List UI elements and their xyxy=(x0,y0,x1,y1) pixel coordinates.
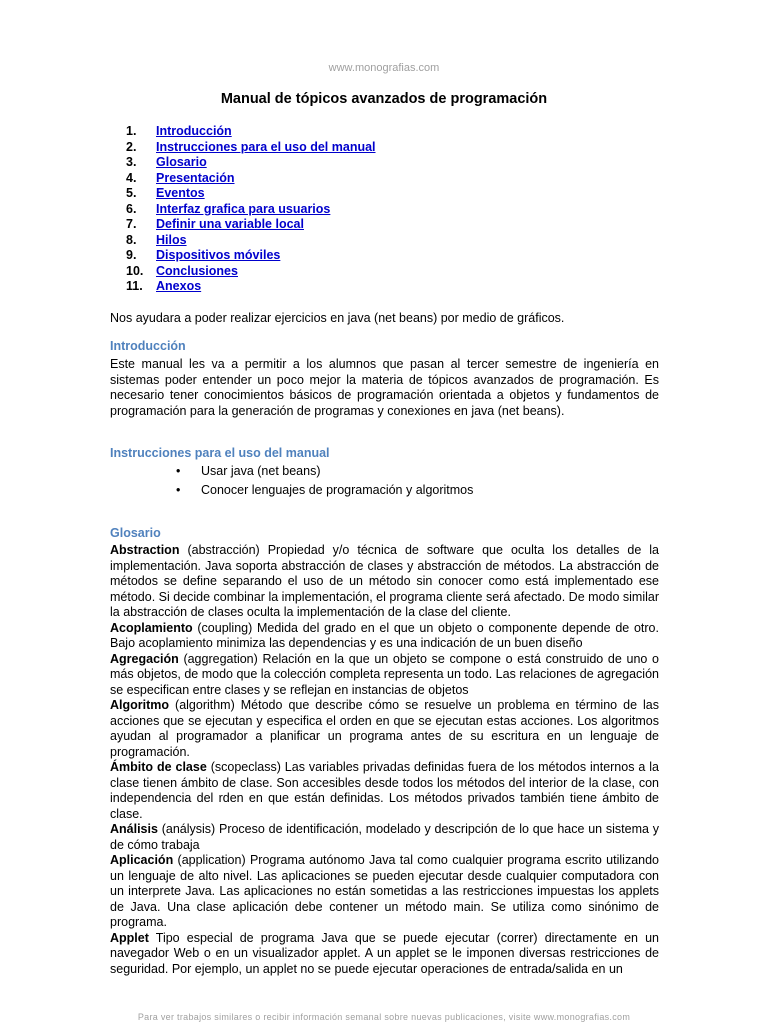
toc-link-interfaz[interactable]: Interfaz grafica para usuarios xyxy=(156,201,331,216)
bullet-icon: • xyxy=(176,464,181,478)
site-url: www.monografias.com xyxy=(328,62,440,74)
glossary-entry xyxy=(110,652,659,699)
toc-item xyxy=(126,186,376,202)
glossary-term: Aplicación xyxy=(110,853,174,867)
glossary-definition: (análysis) Proceso de identificación, modelado y descripción de lo que hace un sistema y de cómo trabaja xyxy=(110,822,659,852)
glossary-definition: (scopeclass) Las variables privadas definidas fuera de los métodos internos a la clase tienen ámbito de clase. Son accesibles desde todos los métodos del interior de la clase, con independencia del rden en que están definidas. Los métodos privados también tiene ámbito de clase. xyxy=(110,760,659,821)
toc-item xyxy=(126,217,376,233)
toc-link-anexos[interactable]: Anexos xyxy=(156,279,202,293)
glossary-term: Applet xyxy=(110,930,149,945)
glossary-entry xyxy=(110,853,659,931)
toc-link-eventos[interactable]: Eventos xyxy=(156,186,205,200)
glossary xyxy=(110,543,659,977)
glossary-term: Algoritmo xyxy=(110,698,170,712)
glossary-entry xyxy=(110,698,659,760)
toc-link-instrucciones[interactable]: Instrucciones para el uso del manual xyxy=(156,139,376,154)
toc-number: 11. xyxy=(126,279,143,293)
glossary-term: Ámbito de clase xyxy=(110,760,207,774)
instrucciones-list xyxy=(176,462,473,500)
toc-number: 4. xyxy=(126,170,137,185)
glossary-term: Acoplamiento xyxy=(110,620,193,635)
glossary-entry xyxy=(110,543,659,621)
glossary-entry xyxy=(110,621,659,652)
heading-introduccion: Introducción xyxy=(110,339,186,353)
heading-instrucciones: Instrucciones para el uso del manual xyxy=(110,446,330,460)
toc-number: 1. xyxy=(126,124,137,138)
list-item xyxy=(176,462,473,481)
glossary-term: Agregación xyxy=(110,651,179,666)
toc-item xyxy=(126,155,376,171)
list-item-text: Usar java (net beans) xyxy=(201,464,321,478)
heading-glosario: Glosario xyxy=(110,526,161,540)
glossary-definition: (coupling) Medida del grado en el que un objeto o componente depende de otro. Bajo acoplamiento minimiza las dependencias y es una indicación de un buen diseño xyxy=(110,620,659,650)
toc-item xyxy=(126,279,376,295)
toc-link-introduccion[interactable]: Introducción xyxy=(156,124,232,138)
toc-number: 9. xyxy=(126,248,137,262)
toc-item xyxy=(126,248,376,264)
intro-line: Nos ayudara a poder realizar ejercicios en java (net beans) por medio de gráficos. xyxy=(110,311,565,325)
toc-number: 5. xyxy=(126,186,137,200)
toc-number: 2. xyxy=(126,139,137,154)
toc-number: 10. xyxy=(126,263,144,278)
toc-link-conclusiones[interactable]: Conclusiones xyxy=(156,263,238,278)
toc-link-variable-local[interactable]: Definir una variable local xyxy=(156,217,304,231)
list-item-text: Conocer lenguajes de programación y algoritmos xyxy=(201,483,474,497)
toc-link-glosario[interactable]: Glosario xyxy=(156,155,207,169)
footer-notice: Para ver trabajos similares o recibir información semanal sobre nuevas publicaciones, visite www.monografias.com xyxy=(137,1012,631,1022)
list-item xyxy=(176,481,473,500)
toc-item xyxy=(126,140,376,156)
toc-number: 6. xyxy=(126,201,137,216)
glossary-definition: (abstracción) Propiedad y/o técnica de software que oculta los detalles de la implementación. Java soporta abstracción de clases y abstracción de métodos. La abstracción de métodos se define separando el uso de un método sin conocer como está implementado ese método. Si decide combinar la implementación, el programa cliente será afectado. De modo similar la abstracción de clases oculta la implementación de la clase del cliente. xyxy=(110,543,659,619)
glossary-definition: (algorithm) Método que describe cómo se resuelve un problema en término de las acciones que se ejecutan y especifica el orden en que se ejecutan estas acciones. Los algoritmos ayudan al programador a planificar un programa antes de su escritura en un lenguaje de programación. xyxy=(110,698,659,759)
glossary-definition: Tipo especial de programa Java que se puede ejecutar (correr) directamente en un navegador Web o en un visualizador applet. A un applet se le imponen diversas restricciones de seguridad. Por ejemplo, un applet no se puede ejecutar operaciones de entrada/salida en un xyxy=(110,930,659,976)
toc-number: 8. xyxy=(126,232,137,247)
toc-number: 3. xyxy=(126,155,137,169)
toc-item xyxy=(126,124,376,140)
toc-item xyxy=(126,264,376,280)
bullet-icon: • xyxy=(176,483,181,497)
glossary-definition: (aggregation) Relación en la que un objeto se compone o está construido de uno o más objetos, de modo que la colección completa representa un todo. Las relaciones de agregación se especifican entre clases y se reflejan en instancias de objetos xyxy=(110,651,659,697)
glossary-definition: (application) Programa autónomo Java tal como cualquier programa escrito utilizando un lenguaje de alto nivel. Las aplicaciones se pueden ejecutar desde cualquier computadora con un interprete Java. Las aplicaciones no están sometidas a las restricciones impuestas los applets de Java. Una clase aplicación debe contener un método main. Se utiliza como sinónimo de programa. xyxy=(110,853,659,929)
toc-link-dispositivos[interactable]: Dispositivos móviles xyxy=(156,248,281,262)
table-of-contents xyxy=(126,124,376,295)
toc-item xyxy=(126,171,376,187)
glossary-entry xyxy=(110,931,659,978)
glossary-entry xyxy=(110,760,659,822)
introduccion-body: Este manual les va a permitir a los alumnos que pasan al tercer semestre de ingeniería en sistemas poder entender un poco mejor la materia de tópicos avanzados de programación. Es necesario tener conocimientos básicos de programación orientada a objetos y fundamentos de programación para la generación de programas y conexiones en java (net beans). xyxy=(110,357,659,418)
toc-item xyxy=(126,202,376,218)
glossary-term: Abstraction xyxy=(110,543,180,557)
toc-link-presentacion[interactable]: Presentación xyxy=(156,170,235,185)
toc-link-hilos[interactable]: Hilos xyxy=(156,232,187,247)
document-title: Manual de tópicos avanzados de programación xyxy=(220,91,548,107)
glossary-term: Análisis xyxy=(110,822,158,836)
toc-number: 7. xyxy=(126,217,137,231)
glossary-entry xyxy=(110,822,659,853)
toc-item xyxy=(126,233,376,249)
